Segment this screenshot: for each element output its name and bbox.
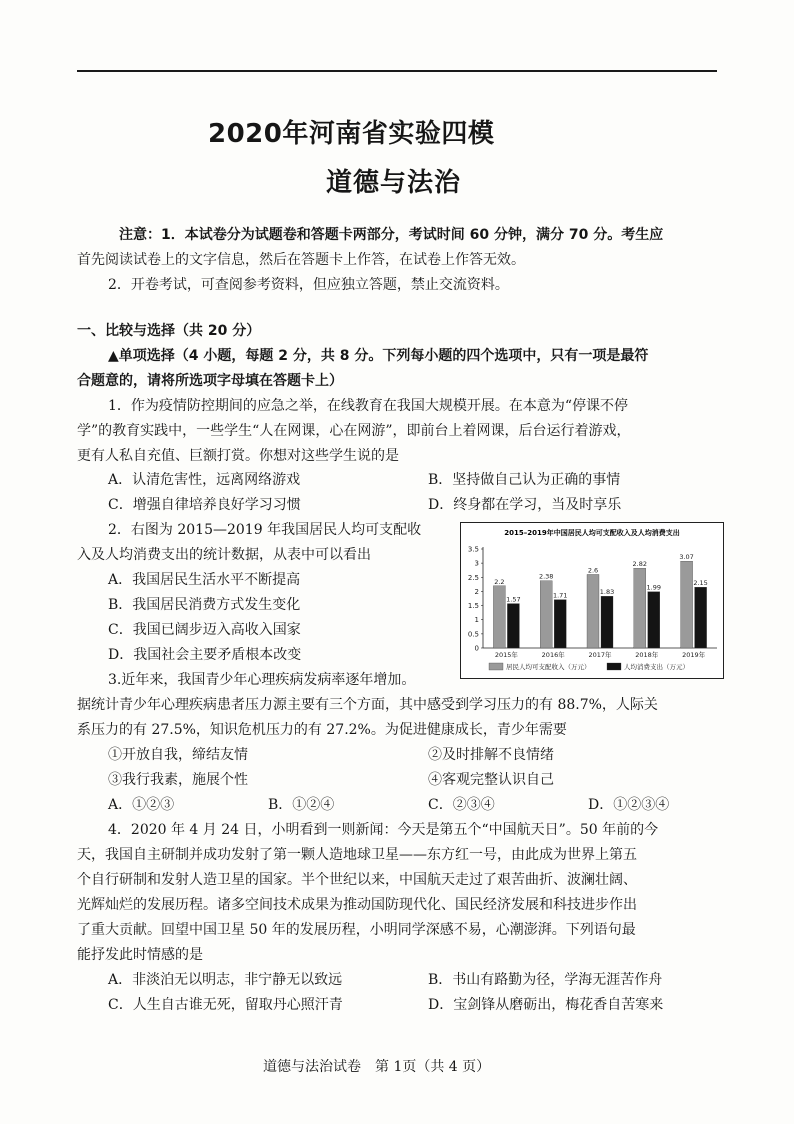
consumption-data-label: 2.15 — [693, 579, 708, 588]
chart-title: 2015–2019年中国居民人均可支配收入及人均消费支出 — [504, 529, 680, 537]
q3-item-2: ②及时排解不良情绪 — [428, 747, 554, 763]
legend-label-consumption: 人均消费支出（万元） — [624, 663, 689, 671]
q3-item-4: ④客观完整认识自己 — [428, 772, 554, 788]
x-tick-label: 2019年 — [682, 651, 706, 659]
q1-stem-2: 学”的教育实践中，一些学生“人在网课，心在网游”，即前台上着网课，后台运行着游戏， — [77, 423, 631, 439]
q4-stem-6: 能抒发此时情感的是 — [77, 947, 203, 963]
q3-item-1: ①开放自我，缔结友情 — [108, 747, 248, 763]
q4-option-b: B．书山有路勤为径，学海无涯苦作舟 — [428, 972, 663, 988]
q4-option-c: C．人生自古谁无死，留取丹心照汗青 — [108, 997, 343, 1013]
notice-line-2: 首先阅读试卷上的文字信息，然后在答题卡上作答，在试卷上作答无效。 — [77, 252, 525, 268]
x-tick-label: 2017年 — [588, 651, 612, 659]
consumption-bar — [554, 600, 566, 648]
y-tick-label: 0.5 — [467, 630, 479, 639]
q3-option-a: A．①②③ — [108, 797, 175, 813]
income-bar — [634, 568, 646, 648]
consumption-bar — [601, 596, 613, 648]
consumption-data-label: 1.71 — [552, 591, 568, 600]
exam-title: 2020年河南省实验四模 — [208, 119, 495, 149]
chart-svg — [461, 523, 723, 678]
legend-swatch-consumption — [607, 663, 621, 670]
x-tick-label: 2016年 — [541, 651, 565, 659]
notice-line-1: 注意：1．本试卷分为试题卷和答题卡两部分，考试时间 60 分钟，满分 70 分。考生应 — [119, 227, 664, 243]
q1-option-c: C．增强自律培养良好学习习惯 — [108, 497, 301, 513]
q4-stem-1: 4．2020 年 4 月 24 日，小明看到一则新闻：今天是第五个“中国航天日”。50 年前的今 — [108, 822, 659, 838]
notice-line-3: 2．开卷考试，可查阅参考资料，但应独立答题，禁止交流资料。 — [108, 277, 509, 293]
page-footer: 道德与法治试卷 第 1页（共 4 页） — [263, 1059, 491, 1075]
subject-title: 道德与法治 — [326, 168, 462, 198]
q4-option-a: A．非淡泊无以明志，非宁静无以致远 — [108, 972, 343, 988]
y-tick-label: 3 — [474, 559, 479, 568]
income-data-label: 2.6 — [587, 566, 599, 575]
income-bar — [681, 561, 693, 648]
q3-option-b: B．①②④ — [268, 797, 335, 813]
consumption-data-label: 1.57 — [506, 595, 521, 604]
q2-stem-2: 入及人均消费支出的统计数据，从表中可以看出 — [77, 547, 371, 563]
x-tick-label: 2018年 — [635, 651, 659, 659]
consumption-data-label: 1.99 — [646, 583, 662, 592]
y-tick-label: 2.5 — [467, 573, 479, 582]
consumption-bar — [507, 604, 519, 648]
legend-label-income: 居民人均可支配收入（万元） — [506, 663, 591, 671]
x-tick-label: 2015年 — [494, 651, 518, 659]
income-bar — [587, 574, 599, 648]
income-data-label: 2.2 — [494, 577, 505, 586]
q3-item-3: ③我行我素，施展个性 — [108, 772, 248, 788]
section-heading: 一、比较与选择（共 20 分） — [77, 323, 261, 339]
section-instruction-1: ▲单项选择（4 小题，每题 2 分，共 8 分。下列每小题的四个选项中，只有一项是最符 — [108, 348, 649, 364]
q3-option-d: D．①②③④ — [588, 797, 670, 813]
income-data-label: 2.38 — [538, 572, 554, 581]
q2-option-c: C．我国已阔步迈入高收入国家 — [108, 622, 301, 638]
q1-option-d: D．终身都在学习，当及时享乐 — [428, 497, 622, 513]
q2-stem-1: 2．右图为 2015—2019 年我国居民人均可支配收 — [108, 522, 422, 538]
q3-stem-1: 3.近年来，我国青少年心理疾病发病率逐年增加。 — [108, 672, 416, 688]
y-tick-label: 1 — [474, 616, 479, 625]
q4-stem-4: 光辉灿烂的发展历程。诸多空间技术成果为推动国防现代化、国民经济发展和科技进步作出 — [77, 897, 637, 913]
q1-option-b: B．坚持做自己认为正确的事情 — [428, 472, 621, 488]
q1-option-a: A．认清危害性，远离网络游戏 — [108, 472, 301, 488]
q4-stem-3: 个自行研制和发射人造卫星的国家。半个世纪以来，中国航天走过了艰苦曲折、波澜壮阔、 — [77, 872, 637, 888]
income-data-label: 3.07 — [679, 553, 694, 562]
header-rule — [77, 70, 717, 72]
consumption-bar — [648, 592, 660, 648]
q4-option-d: D．宝剑锋从磨砺出，梅花香自苦寒来 — [428, 997, 664, 1013]
y-tick-label: 0 — [474, 644, 479, 653]
y-tick-label: 1.5 — [467, 602, 479, 611]
income-consumption-chart — [460, 522, 724, 679]
q2-option-d: D．我国社会主要矛盾根本改变 — [108, 647, 302, 663]
section-instruction-2: 合题意的，请将所选项字母填在答题卡上） — [77, 373, 343, 389]
legend-swatch-income — [489, 663, 503, 670]
income-data-label: 2.82 — [632, 560, 648, 569]
income-bar — [540, 581, 552, 648]
y-tick-label: 3.5 — [467, 545, 479, 554]
q2-option-a: A．我国居民生活水平不断提高 — [108, 572, 301, 588]
q1-stem-3: 更有人私自充值、巨额打赏。你想对这些学生说的是 — [77, 448, 399, 464]
q3-option-c: C．②③④ — [428, 797, 495, 813]
y-tick-label: 2 — [474, 587, 479, 596]
consumption-bar — [695, 587, 707, 648]
income-bar — [493, 586, 505, 648]
q3-stem-3: 系压力的有 27.5%，知识危机压力的有 27.2%。为促进健康成长，青少年需要 — [77, 722, 567, 738]
q3-stem-2: 据统计青少年心理疾病患者压力源主要有三个方面，其中感受到学习压力的有 88.7%，人际关 — [77, 697, 658, 713]
q2-option-b: B．我国居民消费方式发生变化 — [108, 597, 301, 613]
consumption-data-label: 1.83 — [599, 588, 615, 597]
q1-stem-1: 1．作为疫情防控期间的应急之举，在线教育在我国大规模开展。在本意为“停课不停 — [108, 398, 629, 414]
q4-stem-2: 天，我国自主研制并成功发射了第一颗人造地球卫星——东方红一号，由此成为世界上第五 — [77, 847, 637, 863]
q4-stem-5: 了重大贡献。回望中国卫星 50 年的发展历程，小明同学深感不易，心潮澎湃。下列语句最 — [77, 922, 636, 938]
